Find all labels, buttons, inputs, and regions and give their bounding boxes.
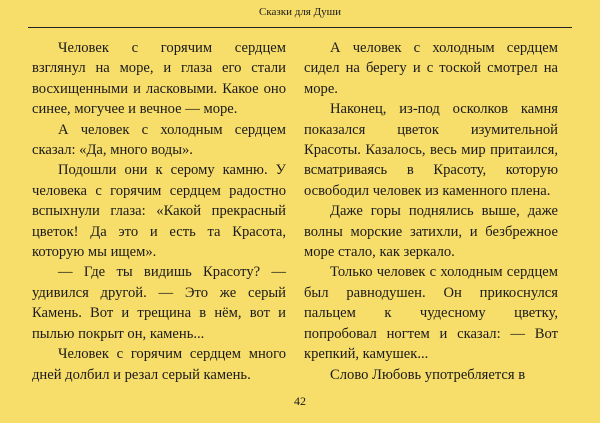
paragraph: Слово Любовь употребляется в [330,366,526,383]
header-rule [28,27,572,28]
paragraph: А человек с холодным сердцем сказал: «Да, много воды». [32,121,286,159]
page-number: 42 [294,394,306,408]
paragraph: А человек с холодным сердцем сидел на берегу и с тоской смотрел на море. [304,40,558,97]
running-header: Сказки для Души [259,6,341,18]
paragraph: Только человек с холодным сердцем был равнодушен. Он прикоснулся пальцем к чудесному цветку, попробовал ногтем и сказал: — Вот крепкий, камушек... [304,264,558,363]
left-column [32,38,286,385]
paragraph: — Где ты видишь Красоту? — удивился другой. — Это же серый Камень. Вот и трещина в нём, вот и пылью покрыт он, камень... [32,264,286,342]
paragraph: Человек с горячим сердцем взглянул на море, и глаза его стали восхищенными и ласковыми. Какое оно синее, могучее и вечное — море. [32,40,286,118]
paragraph: Подошли они к серому камню. У человека с горячим сердцем радостно вспыхнули глаза: «Какой прекрасный цветок! Да это и есть та Красота, которую мы ищем». [32,162,286,261]
right-column [304,38,558,385]
paragraph: Наконец, из-под осколков камня показался цветок изумительной Красоты. Казалось, весь мир притаился, всматриваясь в Красоту, которую освободил человек из каменного плена. [304,101,558,199]
paragraph: Человек с горячим сердцем много дней долбил и резал серый камень. [32,346,286,383]
paragraph: Даже горы поднялись выше, даже волны морские затихли, и безбрежное море стало, как зеркало. [304,203,558,261]
